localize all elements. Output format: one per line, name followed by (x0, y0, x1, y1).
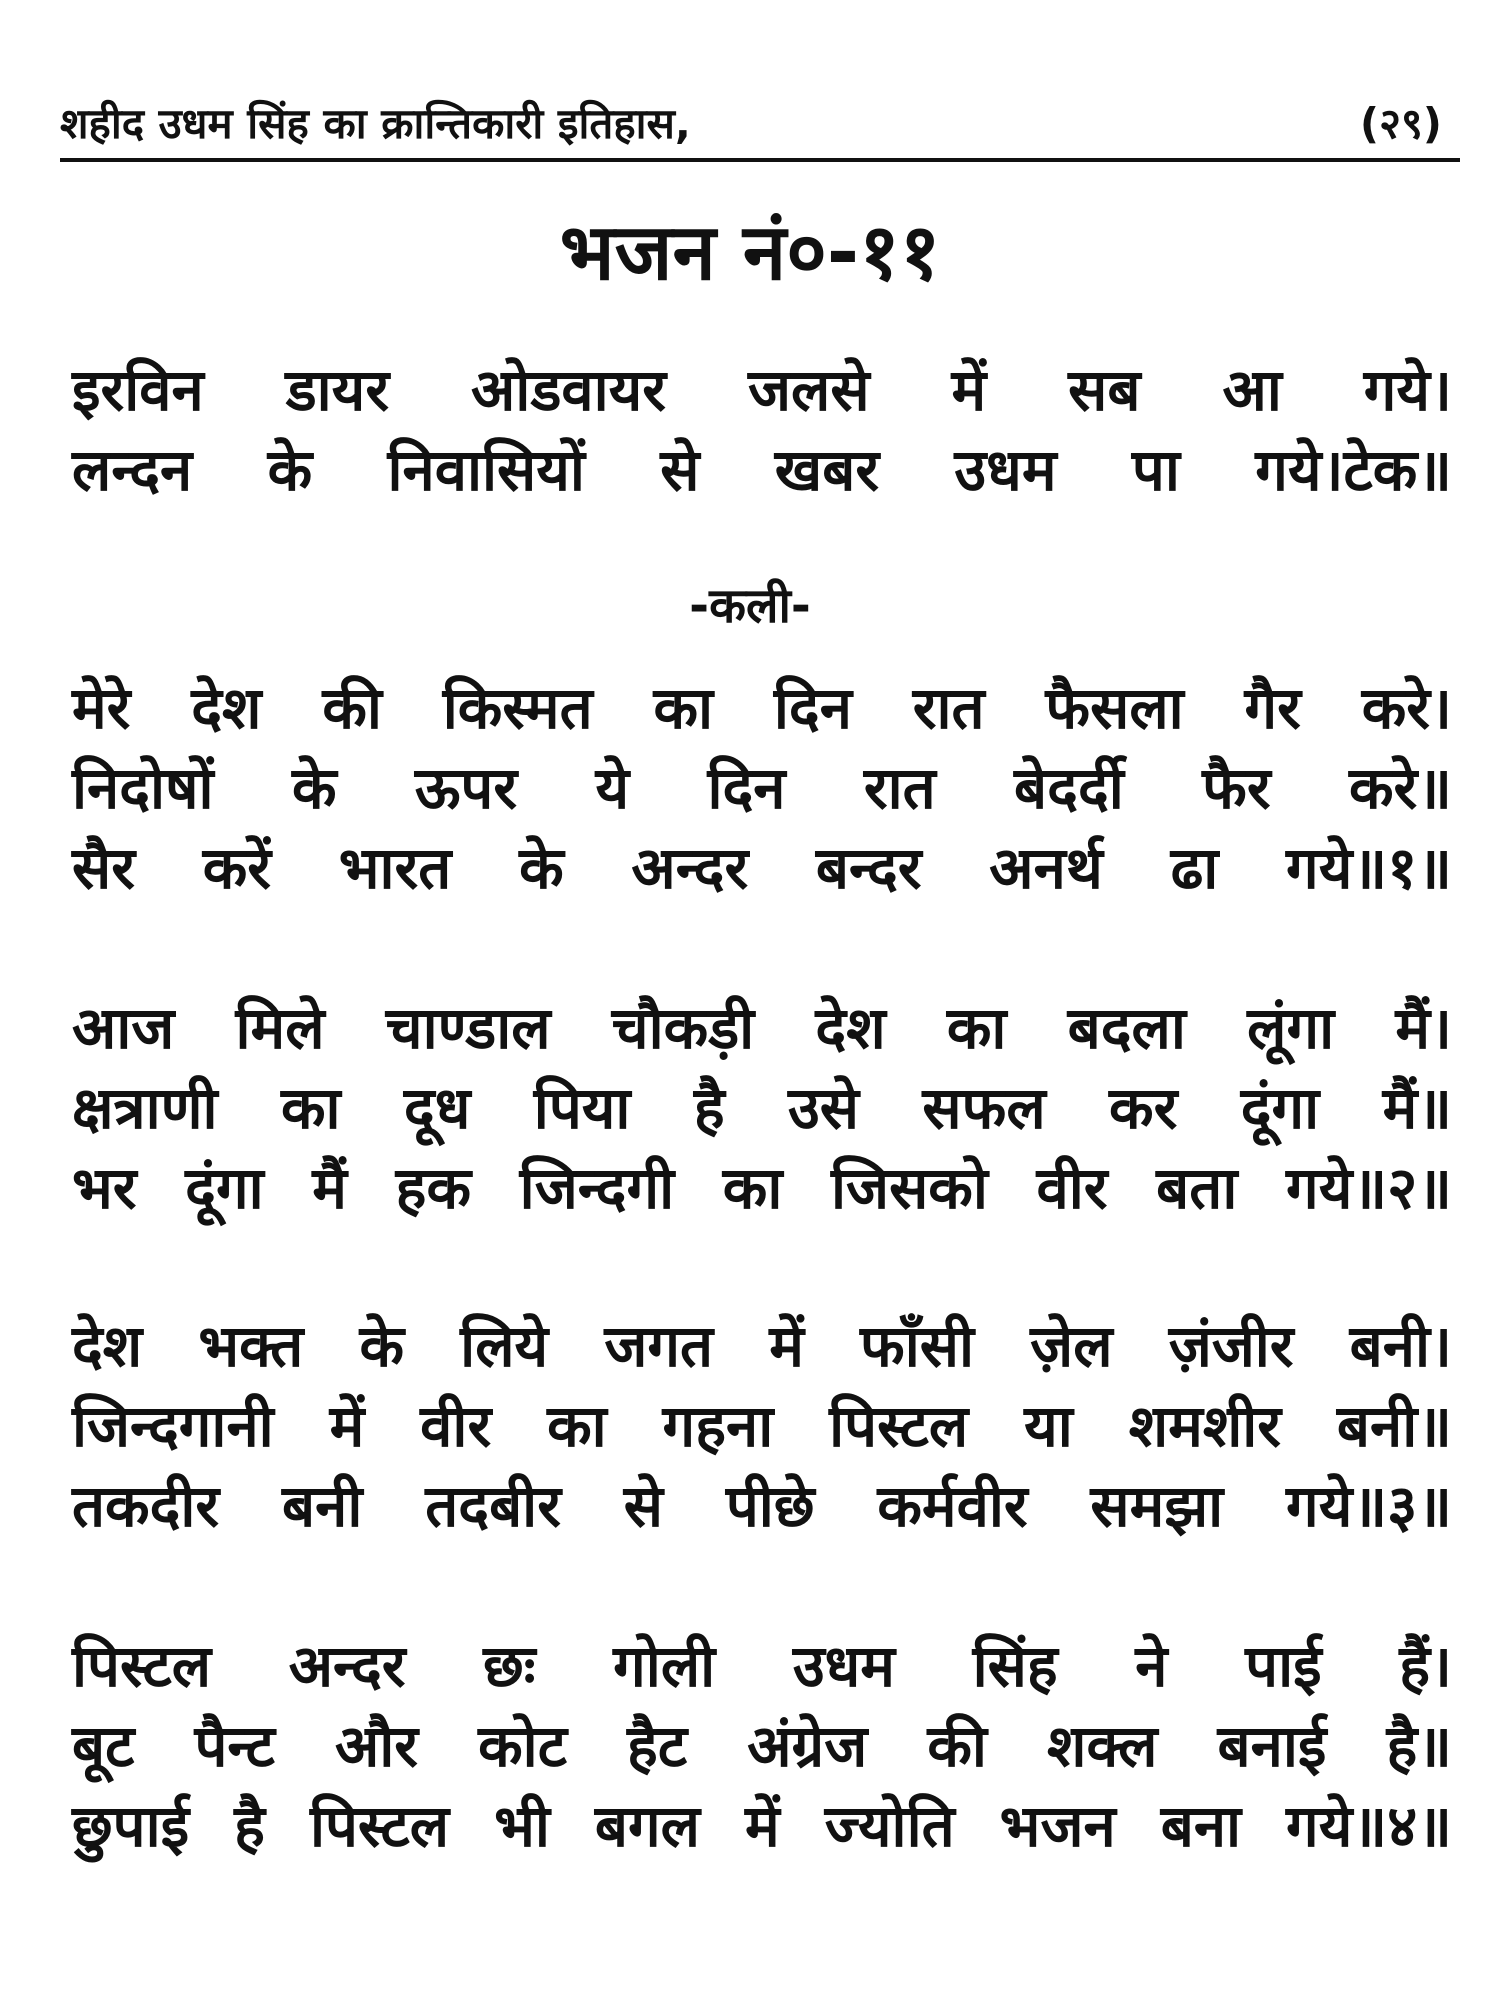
stanza-3 (72, 1306, 1452, 1546)
book-title: शहीद उधम सिंह का क्रान्तिकारी इतिहास, (60, 99, 691, 148)
stanza-2 (72, 988, 1452, 1228)
stanza-4 (72, 1626, 1452, 1866)
verse-line: आज मिले चाण्डाल चौकड़ी देश का बदला लूंगा मैं। (72, 994, 1452, 1062)
verse-line: पिस्टल अन्दर छः गोली उधम सिंह ने पाई हैं। (72, 1632, 1452, 1700)
verse-line: छुपाई है पिस्टल भी बगल में ज्योति भजन बना गये॥४॥ (72, 1792, 1452, 1860)
stanza-1 (72, 668, 1452, 908)
verse-line: तकदीर बनी तदबीर से पीछे कर्मवीर समझा गये॥३॥ (72, 1472, 1452, 1540)
kali-heading: -कली- (689, 578, 811, 634)
running-header (60, 88, 1460, 162)
verse-line: इरविन डायर ओडवायर जलसे में सब आ गये। (72, 356, 1452, 424)
verse-line: निदोषों के ऊपर ये दिन रात बेदर्दी फैर करे॥ (72, 754, 1452, 822)
verse-line: भर दूंगा मैं हक जिन्दगी का जिसको वीर बता गये॥२॥ (72, 1154, 1452, 1222)
verse-line: लन्दन के निवासियों से खबर उधम पा गये।टेक॥ (72, 436, 1452, 504)
verse-line: सैर करें भारत के अन्दर बन्दर अनर्थ ढा गये॥१॥ (72, 834, 1452, 902)
verse-line: क्षत्राणी का दूध पिया है उसे सफल कर दूंगा मैं॥ (72, 1074, 1452, 1142)
verse-line: मेरे देश की किस्मत का दिन रात फैसला गैर करे। (72, 674, 1452, 742)
song-title: भजन नं०-११ (559, 208, 941, 298)
verse-line: बूट पैन्ट और कोट हैट अंग्रेज की शक्ल बनाई है॥ (72, 1712, 1452, 1780)
page-number: (२९) (1359, 99, 1442, 148)
tek-refrain (72, 350, 1452, 510)
verse-line: देश भक्त के लिये जगत में फाँसी ज़ेल ज़ंजीर बनी। (72, 1312, 1452, 1380)
verse-line: जिन्दगानी में वीर का गहना पिस्टल या शमशीर बनी॥ (72, 1392, 1452, 1460)
